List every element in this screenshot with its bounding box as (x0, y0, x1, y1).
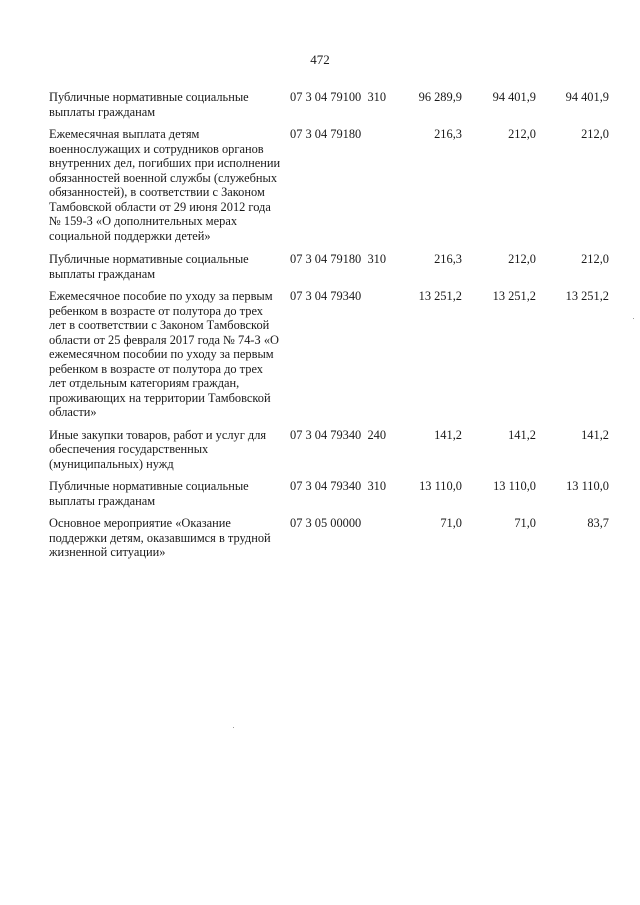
table-row (49, 252, 609, 281)
row-code: 07 3 04 79340 240 (290, 427, 387, 442)
row-value-1: 13 110,0 (419, 479, 462, 493)
row-description: Ежемесячная выплата детям военнослужащих и сотрудников органов внутренних дел, погибших при исполнении обязанностей военной службы (служебных обязанностей), в соответствии с Законом Тамбовской области от 29 июня 2012 года № 159-З «О дополнительных мерах социальной поддержки детей» (49, 127, 281, 243)
scan-speck (233, 727, 234, 728)
row-code: 07 3 05 00000 (290, 516, 362, 530)
scan-speck (633, 318, 634, 319)
row-value-2: 71,0 (514, 516, 536, 530)
row-value-3: 212,0 (581, 127, 609, 141)
row-description: Публичные нормативные социальные выплаты гражданам (49, 90, 249, 119)
table-row (49, 289, 609, 420)
row-code: 07 3 04 79340 310 (290, 479, 387, 493)
table-row (49, 479, 609, 508)
row-value-2: 13 251,2 (492, 289, 536, 303)
row-value-2: 94 401,9 (492, 90, 536, 104)
table-row (49, 516, 609, 560)
table-row (49, 428, 609, 472)
row-code: 07 3 04 79340 (290, 289, 362, 303)
row-value-1: 96 289,9 (418, 90, 462, 104)
row-value-3: 13 110,0 (566, 479, 609, 493)
page-number: 472 (310, 52, 330, 67)
row-value-2: 212,0 (508, 252, 536, 266)
row-description: Основное мероприятие «Оказание поддержки детям, оказавшимся в трудной жизненной ситуации» (49, 516, 271, 559)
row-value-2: 141,2 (508, 427, 536, 442)
table-row (49, 90, 609, 119)
row-value-3: 94 401,9 (565, 90, 609, 104)
row-code: 07 3 04 79180 (290, 127, 362, 141)
row-code: 07 3 04 79180 310 (290, 252, 387, 266)
row-value-1: 216,3 (434, 252, 462, 266)
row-value-2: 212,0 (508, 127, 536, 141)
row-value-3: 13 251,2 (565, 289, 609, 303)
row-description: Публичные нормативные социальные выплаты гражданам (49, 479, 249, 508)
row-code: 07 3 04 79100 310 (290, 90, 387, 104)
row-value-1: 141,2 (434, 427, 462, 442)
row-value-3: 83,7 (587, 516, 609, 530)
row-description: Ежемесячное пособие по уходу за первым ребенком в возрасте от полутора до трех лет в соответствии с Законом Тамбовской области от 25 февраля 2017 года № 74-З «О ежемесячном пособии по уходу за первым ребенком в возрасте от полутора до трех лет отдельным категориям граждан, проживающих на территории Тамбовской области» (49, 289, 279, 419)
row-value-2: 13 110,0 (493, 479, 536, 493)
row-value-1: 13 251,2 (418, 289, 462, 303)
row-description: Иные закупки товаров, работ и услуг для обеспечения государственных (муниципальных) нужд (49, 427, 267, 471)
row-value-1: 71,0 (440, 516, 462, 530)
row-value-3: 141,2 (581, 427, 609, 442)
row-value-1: 216,3 (434, 127, 462, 141)
row-value-3: 212,0 (581, 252, 609, 266)
table-row (49, 127, 609, 243)
budget-table (49, 90, 609, 560)
row-description: Публичные нормативные социальные выплаты гражданам (49, 252, 249, 281)
